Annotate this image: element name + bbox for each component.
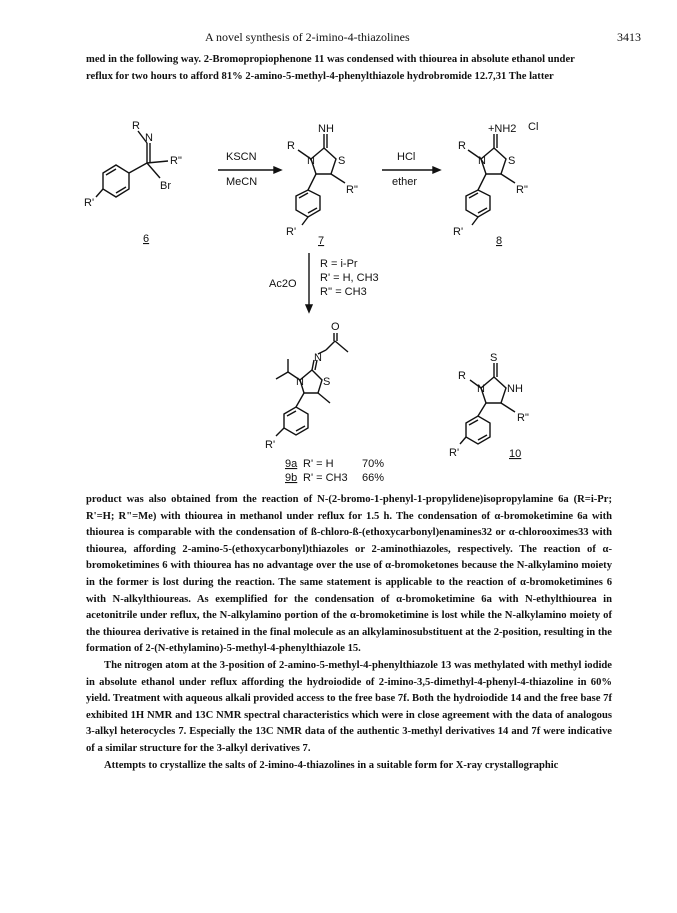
- body-text: [86, 492, 612, 774]
- compound-6-structure: [96, 131, 168, 197]
- paragraph: The nitrogen atom at the 3-position of 2-amino-5-methyl-4-phenylthiazole 13 was methylated with methyl iodide in absolute ethanol under reflux affording the hydroiodide of 2-imino-3,5-dimethyl-4-phenyl-4-thiazoline in 60% yield. Treatment with aqueous alkali provided access to the free base 7f. Both the hydroiodide 14 and the free base 7f exhibited 1H NMR and 13C NMR spectral characteristics which were in close agreement with the data of analogous 3-alkyl heterocycles 7. Especially the 13C NMR data of the authentic 3-methyl derivatives 14 and 7f were indicative of a similar structure for the 3-alkyl derivatives 7.: [86, 659, 612, 754]
- atom-label: N: [307, 155, 315, 167]
- reagent-hcl: HCl: [397, 151, 416, 163]
- atom-label: S: [338, 155, 346, 167]
- text-line: med in the following way. 2-Bromopropiophenone 11 was condensed with thiourea in absolute ethanol under: [86, 54, 575, 65]
- atom-label: S: [508, 155, 516, 167]
- atom-label: O: [331, 321, 340, 333]
- atom-label: S: [490, 352, 498, 364]
- atom-label: N: [478, 155, 486, 167]
- compound-label-10: 10: [509, 448, 522, 460]
- page-number: 3413: [617, 30, 641, 44]
- text-line: reflux for two hours to afford 81% 2-amino-5-methyl-4-phenylthiazole hydrobromide 12.7,31 The latter: [86, 70, 554, 82]
- reagent-ether: ether: [392, 176, 418, 188]
- atom-label: R: [458, 140, 466, 152]
- product-label: 9b: [285, 472, 298, 484]
- atom-label: NH: [507, 383, 523, 395]
- running-title: A novel synthesis of 2-imino-4-thiazolines: [205, 30, 410, 44]
- reagent-mecn: MeCN: [226, 176, 258, 188]
- atom-label: Br: [160, 180, 171, 192]
- atom-label: R': [84, 197, 95, 209]
- compound-label-6: 6: [143, 233, 150, 245]
- compound-label-7: 7: [318, 235, 325, 247]
- atom-label: +NH2: [488, 123, 517, 135]
- atom-label: R": [517, 412, 529, 424]
- atom-label: Cl: [528, 121, 539, 133]
- atom-label: R': [286, 226, 297, 238]
- compound-10-structure: [460, 363, 515, 444]
- atom-label: R: [132, 120, 140, 132]
- paragraph: product was also obtained from the reaction of N-(2-bromo-1-phenyl-1-propylidene)isopropylamine 6a (R=i-Pr; R'=H; R"=Me) with thiourea in methanol under reflux for 1.5 h. The condensation of α-bromoketimine 6a with thiourea is comparable with the condensation of ß-chloro-ß-(ethoxycarbonyl)enamines32 or α-chlorooximes33 with thiourea, affording 2-amino-5-(ethoxycarbonyl)thiazoles or 2-aminothiazoles, respectively. The reaction of α-bromoketimines 6 with thiourea has no advantage over the use of α-bromoketones because the N-alkylamino moiety in the former is lost during the reaction. The same statement is applicable to the reaction of α-bromoketimines 6 with N-alkylthioureas. As exemplified for the condensation of α-bromoketimine 6a with N-ethylthiourea in acetonitrile under reflux, the N-alkylamino portion of the α-bromoketimine is lost while the N-alkylamino moiety of the thiourea derivative is retained in the final molecule as an alkylaminosubstituent at the 2-position, resulting in the formation of 2-(N-ethylamino)-5-methyl-4-phenylthiazole 15.: [86, 494, 612, 655]
- atom-label: R: [458, 370, 466, 382]
- paragraph: Attempts to crystallize the salts of 2-imino-4-thiazolines in a suitable form for X-ray crystallographic: [104, 759, 559, 771]
- reagent-ksc n: KSCN: [226, 151, 257, 163]
- compound-label-8: 8: [496, 235, 503, 247]
- atom-label: N: [145, 132, 153, 144]
- atom-label: R': [265, 439, 276, 451]
- compound-7-structure: [296, 134, 345, 225]
- atom-label: N: [477, 383, 485, 395]
- atom-label: R: [287, 140, 295, 152]
- product-yield: 66%: [362, 472, 385, 484]
- atom-label: R": [346, 184, 358, 196]
- product-substituent: R' = CH3: [303, 472, 348, 484]
- condition-line: R' = H, CH3: [320, 272, 379, 284]
- atom-label: R": [170, 155, 182, 167]
- condition-line: R'' = CH3: [320, 286, 367, 298]
- reagent-ac2o: Ac2O: [269, 278, 297, 290]
- atom-label: R': [449, 447, 460, 459]
- compound-9-structure: [276, 333, 348, 436]
- atom-label: N: [314, 352, 322, 364]
- product-label: 9a: [285, 458, 298, 470]
- atom-label: R': [453, 226, 464, 238]
- product-yield: 70%: [362, 458, 385, 470]
- atom-label: NH: [318, 123, 334, 135]
- atom-label: N: [296, 376, 304, 388]
- compound-8-structure: [466, 134, 515, 225]
- atom-label: S: [323, 376, 331, 388]
- condition-line: R = i-Pr: [320, 258, 358, 270]
- atom-label: R": [516, 184, 528, 196]
- product-substituent: R' = H: [303, 458, 334, 470]
